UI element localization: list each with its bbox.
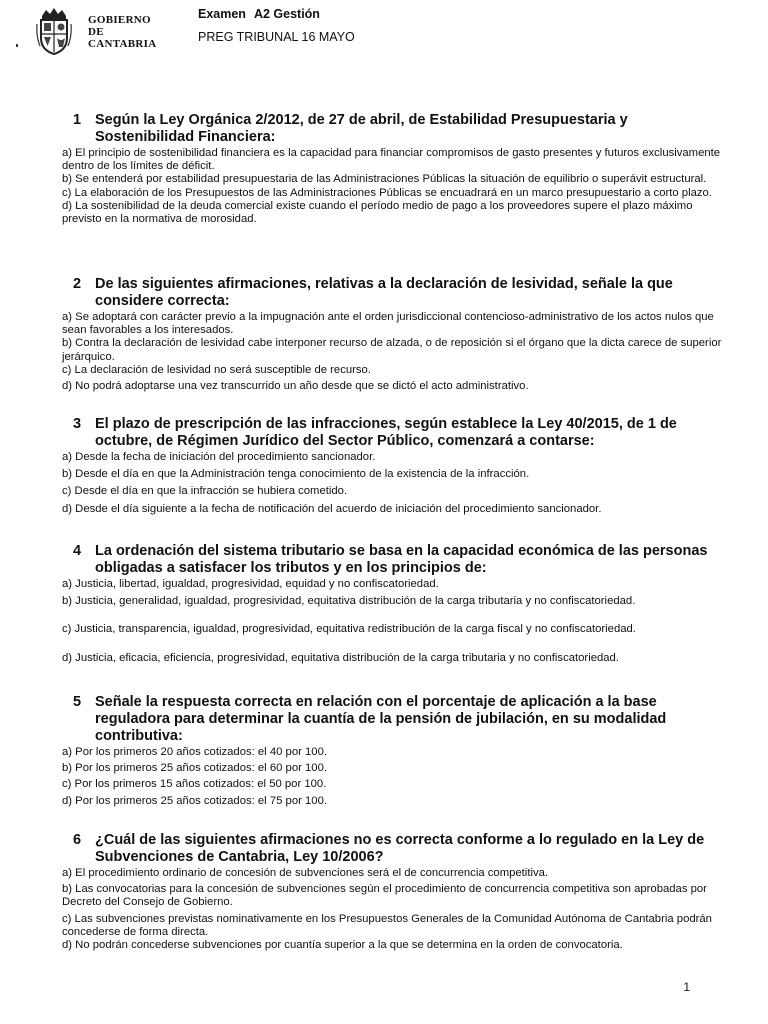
- option-b: b) Por los primeros 25 años cotizados: el 60 por 100.: [62, 762, 327, 775]
- option-a: a) El principio de sostenibilidad financiera es la capacidad para financiar compromisos de gasto presentes y futuros exclusivamente dentro de los límites de déficit.: [62, 147, 721, 173]
- option-c: c) Justicia, transparencia, igualdad, progresividad, equitativa redistribución de la carga fiscal y no confiscatoriedad.: [62, 623, 636, 636]
- question-1: [62, 112, 722, 226]
- exam-title: [198, 7, 320, 21]
- option-c: c) La elaboración de los Presupuestos de las Administraciones Públicas se encuadrará en un marco presupuestario a corto plazo.: [62, 186, 712, 199]
- option-d: d) La sostenibilidad de la deuda comercial existe cuando el período medio de pago a los proveedores supere el plazo máximo previsto en la normativa de morosidad.: [62, 199, 693, 226]
- option-b: b) Se entenderá por estabilidad presupuestaria de las Administraciones Públicas la situación de equilibrio o superávit estructural.: [62, 173, 707, 186]
- option-c: c) Desde el día en que la infracción se hubiera cometido.: [62, 485, 348, 498]
- exam-level: A2 Gestión: [253, 7, 320, 21]
- option-a: a) Justicia, libertad, igualdad, progresividad, equidad y no confiscatoriedad.: [62, 578, 439, 590]
- question-number: 6: [73, 832, 82, 848]
- organization-name: [88, 14, 157, 50]
- option-a: a) Se adoptará con carácter previo a la impugnación ante el orden jurisdiccional contencioso-administrativo de los actos nulos que sean favorables a los interesados.: [62, 311, 714, 337]
- option-d: d) Desde el día siguiente a la fecha de notificación del acuerdo de iniciación del procedimiento sancionador.: [62, 502, 602, 515]
- question-number: 3: [73, 416, 82, 432]
- option-a: a) El procedimiento ordinario de concesión de subvenciones será el de concurrencia competitiva.: [62, 867, 549, 879]
- option-b: b) Desde el día en que la Administración tenga conocimiento de la existencia de la infracción.: [62, 468, 530, 481]
- option-b: b) Justicia, generalidad, igualdad, progresividad, equitativa distribución de la carga tributaria y no confiscatoriedad.: [62, 595, 636, 608]
- org-line: GOBIERNO: [88, 14, 151, 26]
- question-text: El plazo de prescripción de las infracciones, según establece la Ley 40/2015, de 1 de octubre, de Régimen Jurídico del Sector Público, comenzará a contarse:: [95, 416, 677, 449]
- question-3: [62, 416, 722, 516]
- option-c: c) Por los primeros 15 años cotizados: el 50 por 100.: [62, 778, 327, 791]
- org-line: CANTABRIA: [88, 38, 157, 50]
- coat-of-arms-icon: [36, 6, 72, 56]
- scan-speck: [16, 44, 18, 47]
- option-c: c) La declaración de lesividad no será susceptible de recurso.: [62, 363, 371, 376]
- option-b: b) Contra la declaración de lesividad cabe interponer recurso de alzada, o de reposición si el órgano que la dicta carece de superior jerárquico.: [62, 337, 722, 363]
- question-5: [62, 694, 722, 808]
- option-d: d) No podrá adoptarse una vez transcurrido un año desde que se dictó el acto administrativo.: [62, 380, 529, 393]
- question-6: [62, 832, 722, 952]
- option-b: b) Las convocatorias para la concesión de subvenciones según el procedimiento de concurrencia competitiva son aprobadas por Decreto del Consejo de Gobierno.: [62, 883, 707, 909]
- question-text: Señale la respuesta correcta en relación con el porcentaje de aplicación a la base reguladora para determinar la cuantía de la pensión de jubilación, en su modalidad contributiva:: [95, 694, 667, 744]
- question-number: 5: [73, 694, 82, 710]
- option-c: c) Las subvenciones previstas nominativamente en los Presupuestos Generales de la Comunidad Autónoma de Cantabria podrán concederse de forma directa.: [62, 912, 712, 938]
- question-4: [62, 543, 722, 665]
- page-number: 1: [683, 980, 690, 994]
- org-line: DE: [88, 26, 104, 38]
- exam-subtitle: PREG TRIBUNAL 16 MAYO: [198, 30, 355, 44]
- question-number: 2: [73, 276, 82, 292]
- question-text: De las siguientes afirmaciones, relativas a la declaración de lesividad, señale la que considere correcta:: [95, 276, 673, 309]
- question-text: Según la Ley Orgánica 2/2012, de 27 de abril, de Estabilidad Presupuestaria y Sostenibilidad Financiera:: [95, 112, 628, 145]
- question-2: [62, 276, 722, 393]
- option-a: a) Por los primeros 20 años cotizados: el 40 por 100.: [62, 746, 327, 758]
- option-d: d) No podrán concederse subvenciones por cuantía superior a la que se determina en la orden de convocatoria.: [62, 939, 623, 952]
- question-number: 1: [73, 112, 82, 128]
- question-text: La ordenación del sistema tributario se basa en la capacidad económica de las personas obligadas a satisfacer los tributos y en los principios de:: [95, 543, 708, 576]
- question-number: 4: [73, 543, 82, 559]
- option-a: a) Desde la fecha de iniciación del procedimiento sancionador.: [62, 451, 376, 463]
- question-text: ¿Cuál de las siguientes afirmaciones no es correcta conforme a lo regulado en la Ley de Subvenciones de Cantabria, Ley 10/2006?: [95, 832, 705, 865]
- exam-label: Examen: [198, 7, 246, 21]
- option-d: d) Por los primeros 25 años cotizados: el 75 por 100.: [62, 794, 327, 807]
- option-d: d) Justicia, eficacia, eficiencia, progresividad, equitativa distribución de la carga tributaria y no confiscatoriedad.: [62, 651, 619, 664]
